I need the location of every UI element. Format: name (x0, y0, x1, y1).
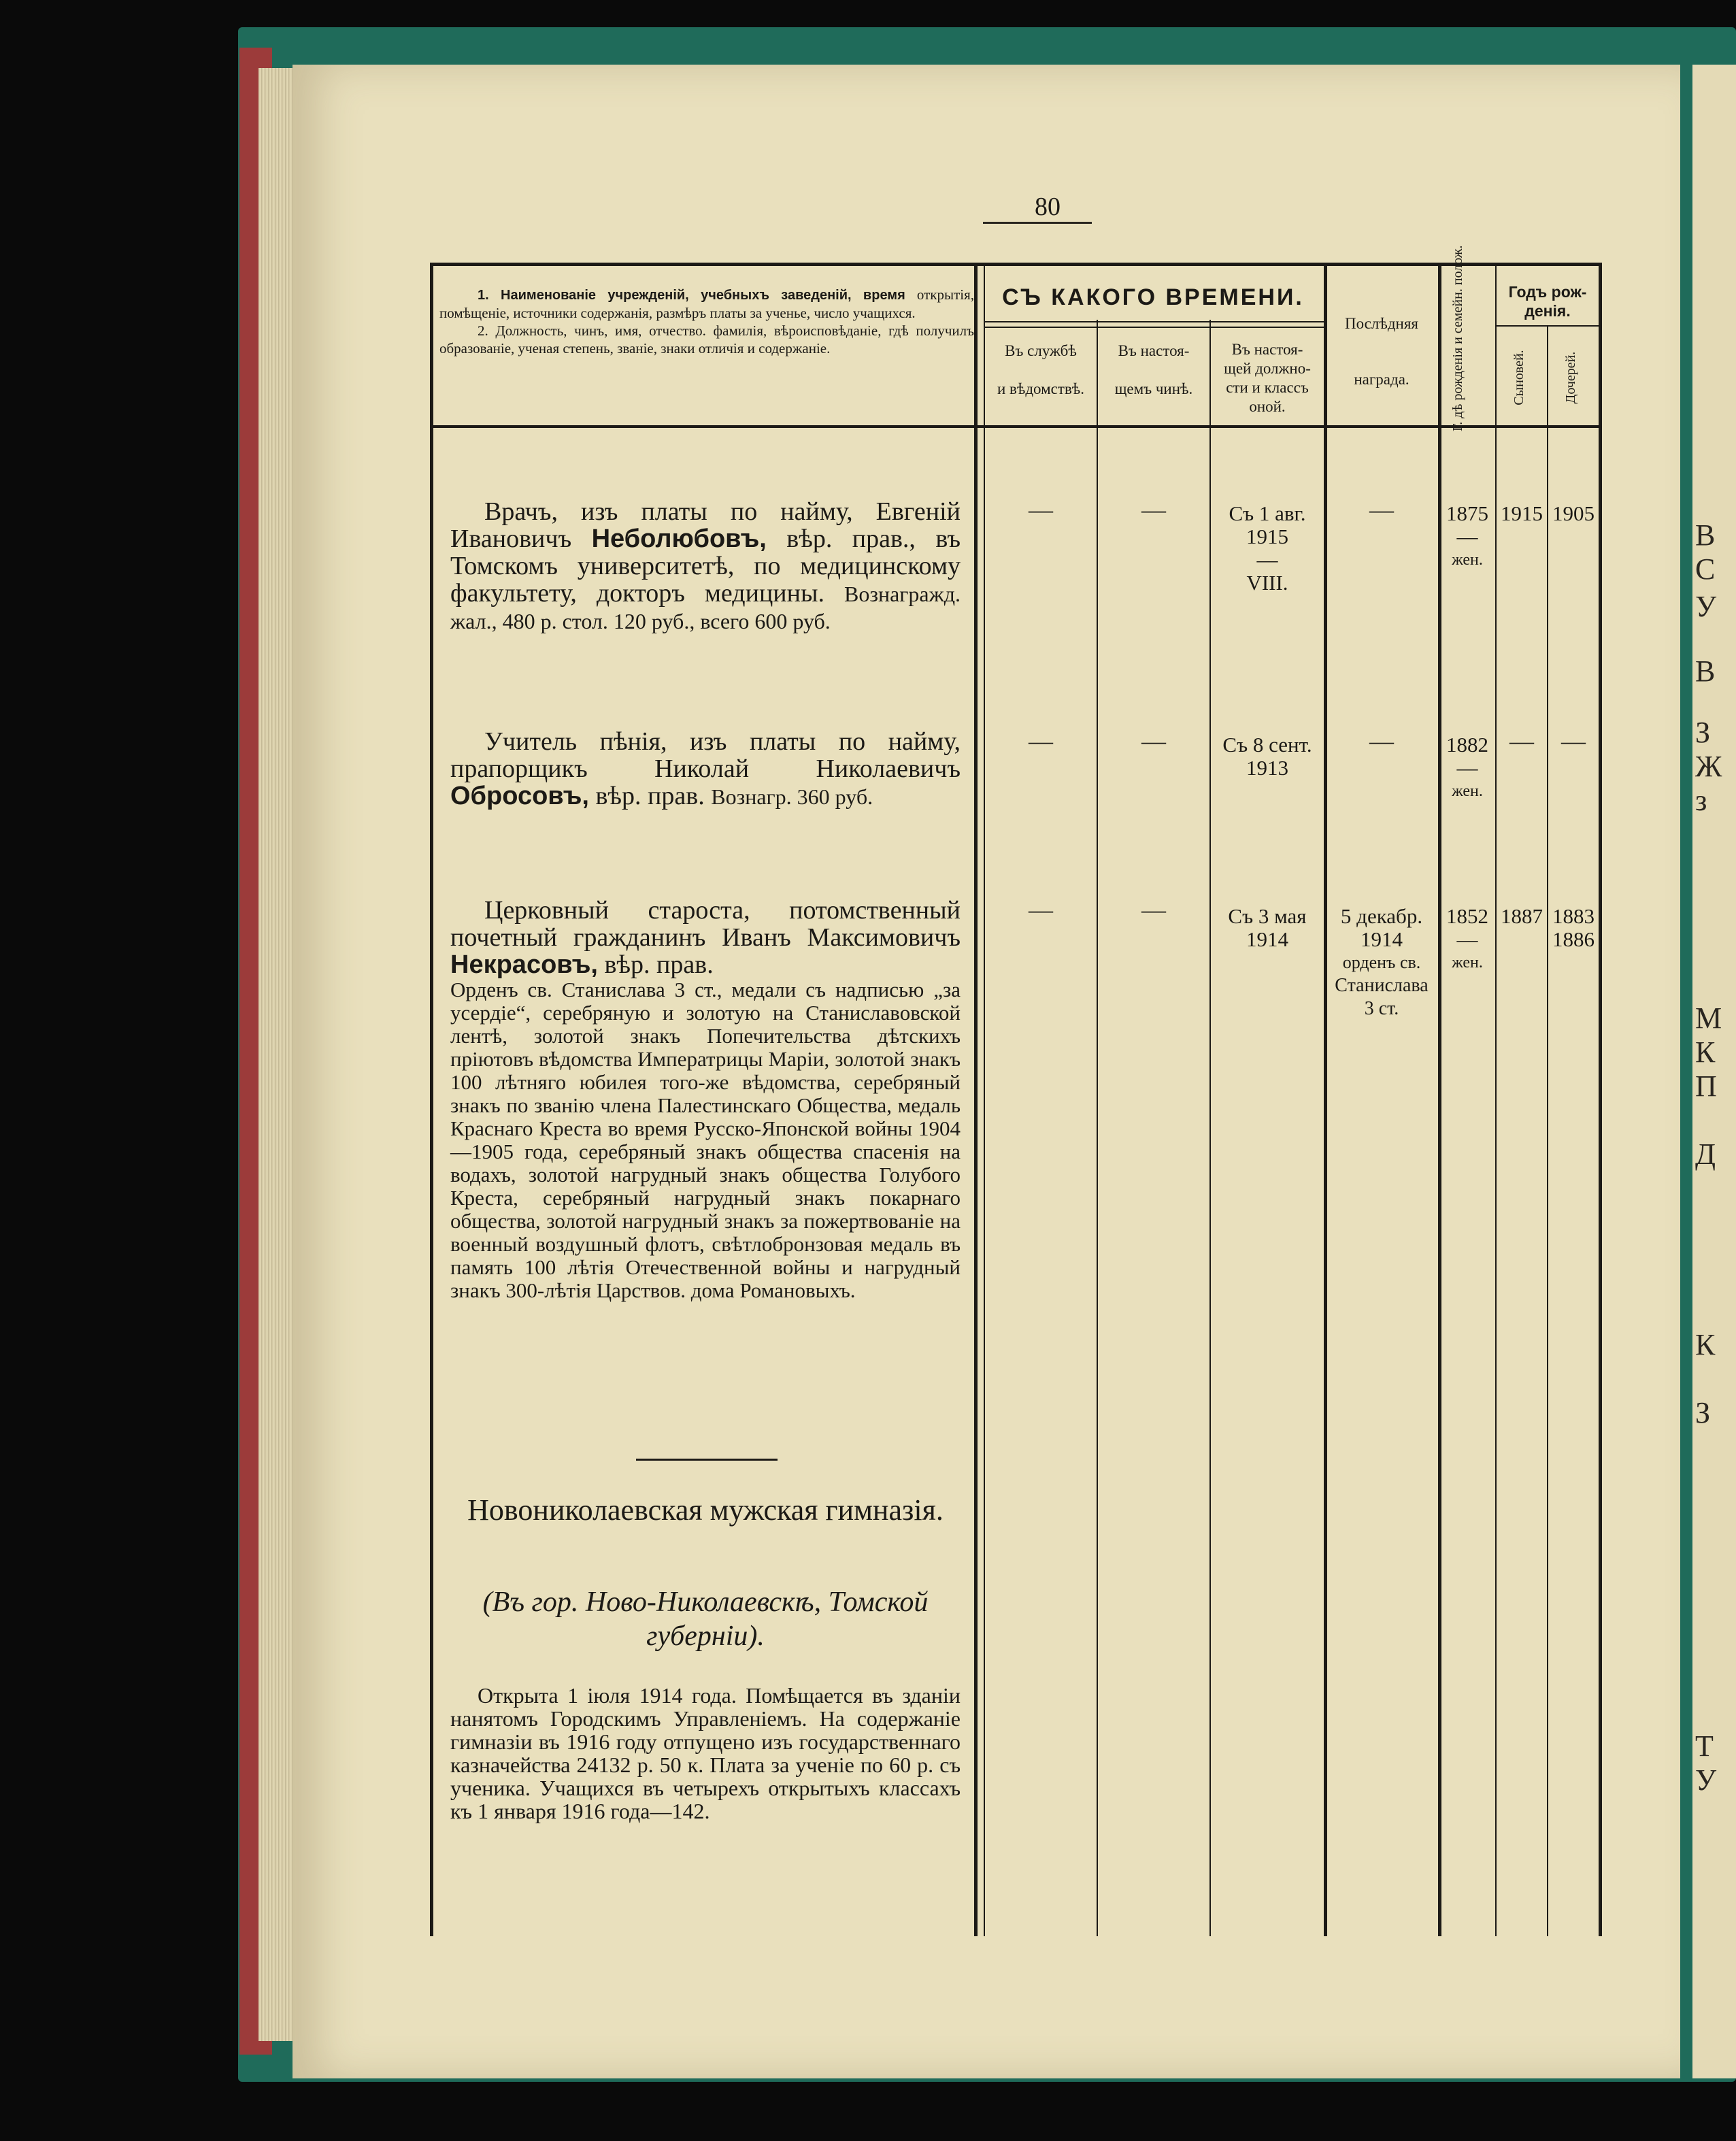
next-page-char: С (1695, 552, 1716, 586)
column-divider (1097, 320, 1098, 1936)
header-award-b: награда. (1354, 371, 1409, 388)
entry-3-service: — (1029, 896, 1053, 923)
next-page-char: У (1695, 1763, 1717, 1797)
entry-1-sons: 1915 (1501, 501, 1543, 525)
since-underline (985, 327, 1324, 328)
header-col1-line1-bold: 1. Наименованіе учрежденій, учебныхъ заведеній, время (478, 288, 905, 303)
header-service-a: Въ службѣ (1005, 342, 1077, 359)
section-separator (636, 1459, 778, 1461)
header-service (986, 340, 1095, 400)
column-divider (984, 263, 985, 1936)
entry-2-award: — (1369, 727, 1394, 754)
entry-3-award-a: 5 декабр. (1340, 904, 1423, 928)
next-page-char: П (1695, 1069, 1717, 1103)
header-sons: Сыновей. (1512, 350, 1526, 405)
entry-text: вѣр. прав. (595, 782, 705, 810)
entry-3-rank: — (1141, 896, 1166, 923)
entry-2-daughters: — (1561, 727, 1586, 754)
next-page-char: з (1695, 784, 1707, 817)
entry-3-position (1212, 905, 1322, 951)
entry-1-position-a: Съ 1 авг. (1229, 501, 1306, 525)
entry-3-award-d: Станислава (1335, 975, 1429, 996)
entry-3-daughters (1548, 905, 1599, 951)
entry-3-award (1326, 905, 1437, 1020)
entry-2-rank: — (1141, 727, 1166, 754)
column-divider (1547, 327, 1548, 1936)
entry-name: Неболюбовъ, (591, 525, 767, 553)
next-page-fragment (1692, 65, 1736, 2078)
institution-description (450, 1684, 961, 1823)
header-col1-line1: открытія, помѣщеніе, источники содержанія, размѣръ платы за ученье, число учащихся. (439, 286, 974, 321)
column-divider (974, 263, 978, 1936)
entry-2-marital-dash: — (1456, 756, 1478, 780)
header-position (1212, 340, 1322, 416)
entry-3-daughters-b: 1886 (1552, 927, 1595, 951)
entry-1-marital-dash: — (1456, 525, 1478, 548)
entry-1-position-b: 1915 (1246, 525, 1288, 548)
entry-3-marital-dash: — (1456, 927, 1478, 951)
entry-text: Врачъ, изъ платы по найму, Евгеній Ивановичъ (450, 497, 961, 553)
entry-3-description (450, 897, 961, 1302)
entry-2-position (1212, 733, 1322, 780)
header-rank-b: щемъ чинѣ. (1114, 380, 1193, 397)
entry-3-awards: Орденъ св. Станислава 3 ст., медали съ надписью „за усердіе“, серебряную и золотую на Станиславовской лентѣ, золотой знакъ Попечительства дѣтскихъ пріютовъ вѣдомства Императрицы Маріи, золотой знакъ 100 лѣтняго юбилея того-же вѣдомства, серебряный знакъ по званію члена Палестинскаго Общества, медаль Краснаго Креста во время Русско-Японской войны 1904—1905 года, серебряный знакъ общества спасенія на водахъ, золотой нагрудный знакъ общества Голубого Креста, серебряный нагрудный знакъ покарнаго общества, золотой нагрудный знакъ за пожертвованіе на военный воздушный флотъ, свѣтлобронзовая медаль въ память 100 лѣтія Отечественной войны и нагрудный знакъ 300-лѣтія Царствов. дома Романовыхъ. (450, 978, 961, 1302)
entry-text: вѣр. прав. (604, 950, 714, 979)
since-underline (985, 321, 1324, 322)
entry-1-position-d: VIII. (1246, 571, 1288, 595)
entry-1-award: — (1369, 496, 1394, 523)
header-award (1326, 313, 1437, 391)
entry-1-position (1212, 502, 1322, 595)
entry-salary: Вознагр. 360 руб. (711, 784, 873, 809)
header-rank (1099, 340, 1208, 400)
header-children-title-b: денія. (1524, 302, 1571, 320)
header-children-title-a: Годъ рож- (1508, 283, 1587, 301)
entry-2-description (450, 728, 961, 810)
entry-1-daughters: 1905 (1552, 501, 1595, 525)
next-page-char: З (1695, 1396, 1711, 1429)
header-position-b: щей должно- (1224, 360, 1311, 377)
institution-title: Новониколаевская мужская гимназія. (467, 1493, 944, 1527)
entry-3-award-e: 3 ст. (1364, 998, 1399, 1019)
entry-3-award-c: орденъ св. (1342, 952, 1421, 972)
entry-3-birth-year: 1852 (1446, 904, 1488, 928)
entry-3-position-b: 1914 (1246, 927, 1288, 951)
next-page-char: М (1695, 1001, 1722, 1035)
header-position-a: Въ настоя- (1231, 341, 1303, 358)
header-daughters: Дочерей. (1563, 351, 1578, 404)
column-divider (1209, 320, 1211, 1936)
entry-1-marital: жен. (1452, 551, 1483, 569)
entry-1-birth (1439, 502, 1495, 571)
header-description (439, 286, 974, 357)
next-page-char: У (1695, 590, 1717, 623)
entry-1-service: — (1029, 496, 1053, 523)
institution-city: (Въ гор. Ново-Николаевскѣ, Томской губерніи). (482, 1587, 929, 1652)
header-position-d: оной. (1249, 398, 1286, 415)
entry-3-birth (1439, 905, 1495, 974)
header-birth-marital: Г. дѣ рожденія и семейн. полож. (1450, 245, 1465, 431)
table-left-rule (430, 263, 433, 1936)
header-position-c: сти и классъ (1226, 379, 1309, 396)
entry-1-position-c: — (1256, 548, 1278, 571)
page-number-rule (983, 222, 1092, 224)
table-top-rule (430, 263, 1601, 266)
entry-text: Церковный староста, потомственный почетный гражданинъ Иванъ Максимовичъ (450, 896, 961, 952)
next-page-char: З (1695, 716, 1711, 749)
entry-2-birth (1439, 733, 1495, 803)
entry-2-birth-year: 1882 (1446, 733, 1488, 757)
entry-salary: Вознагражд. жал., 480 р. стол. 120 руб., всего 600 руб. (450, 582, 961, 633)
header-children-title (1497, 282, 1599, 320)
header-rank-a: Въ настоя- (1118, 342, 1190, 359)
next-page-char: К (1695, 1328, 1716, 1361)
entry-3-position-a: Съ 3 мая (1228, 904, 1307, 928)
entry-1-description (450, 498, 961, 634)
entry-name: Обросовъ, (450, 782, 589, 810)
next-page-char: Т (1695, 1729, 1714, 1763)
header-col1-line2: 2. Должность, чинъ, имя, отчество. фамилія, вѣроисповѣданіе, гдѣ получилъ образованіе, ученая степень, званіе, знаки отличія и содержаніе. (439, 322, 974, 356)
entry-1-birth-year: 1875 (1446, 501, 1488, 525)
next-page-char: Д (1695, 1138, 1716, 1171)
header-bottom-rule (430, 425, 1601, 428)
entry-3-award-b: 1914 (1361, 927, 1403, 951)
header-award-a: Послѣдняя (1344, 315, 1419, 332)
entry-2-position-a: Съ 8 сент. (1222, 733, 1312, 757)
entry-2-marital: жен. (1452, 782, 1483, 800)
institution-description-text: Открыта 1 іюля 1914 года. Помѣщается въ зданіи нанятомъ Городскимъ Управленіемъ. На содержаніе гимназіи въ 1916 году отпущено изъ государственнаго казначейства 24132 р. 50 к. Плата за ученіе по 60 р. съ ученика. Учащихся въ четырехъ открытыхъ классахъ къ 1 января 1916 года—142. (450, 1683, 961, 1823)
entry-2-sons: — (1509, 727, 1534, 754)
entry-name: Некрасовъ, (450, 950, 598, 979)
children-underline (1497, 325, 1599, 327)
entry-2-service: — (1029, 727, 1053, 754)
entry-2-position-b: 1913 (1246, 756, 1288, 780)
entry-1-rank: — (1141, 496, 1166, 523)
header-service-b: и вѣдомствѣ. (997, 380, 1085, 397)
table-right-rule (1599, 263, 1602, 1936)
entry-text: Учитель пѣнія, изъ платы по найму, прапорщикъ Николай Николаевичъ (450, 727, 961, 783)
page-number: 80 (1035, 193, 1061, 221)
entry-3-daughters-a: 1883 (1552, 904, 1595, 928)
entry-3-marital: жен. (1452, 954, 1483, 972)
header-since-title: СЪ КАКОГО ВРЕМЕНИ. (1002, 284, 1304, 310)
next-page-char: В (1695, 654, 1716, 688)
entry-3-sons: 1887 (1501, 904, 1543, 928)
next-page-char: Ж (1695, 750, 1722, 783)
next-page-char: К (1695, 1035, 1716, 1069)
entry-text: вѣр. прав., въ Томскомъ университетѣ, по медицинскому факультету, докторъ медицины. (450, 525, 961, 608)
next-page-char: B (1695, 518, 1716, 552)
